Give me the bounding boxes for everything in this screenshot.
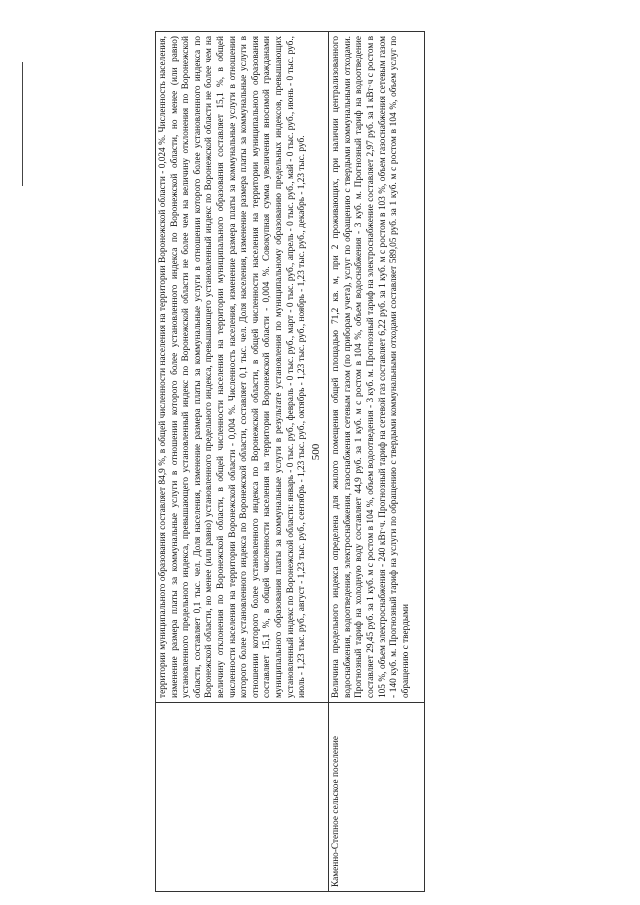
- municipality-cell: Каменно-Степное сельское поселение: [329, 703, 425, 892]
- description-cell: Величина предельного индекса определена для жилого помещения общей площадью 71,2 кв. м, при 2 проживающих, при наличии централизованного водоснабжения, водоотведения, электроснабжения, газоснабжения сетевым газом (по приборам учета), услуг по обращению с твердыми коммунальными отходами. Прогнозный тариф на холодную воду составляет 44,9 руб. за 1 куб. м с ростом в 104 %, объем водоснабжения - 3 куб. м. Прогнозный тариф на водоотведение составляет 29,45 руб. за 1 куб. м с ростом в 104 %, объем водоотведения - 3 куб. м. Прогнозный тариф на электроснабжение составляет 2,97 руб. за 1 кВт·ч с ростом в 105 %, объем электроснабжения - 240 кВт·ч. Прогнозный тариф на сетевой газ составляет 6,22 руб. за 1 куб. м с ростом в 103 %, объем газоснабжения сетевым газом - 140 куб. м. Прогнозный тариф на услуги по обращению с твердыми коммунальными отходами составляет 589,05 руб. за 1 куб. м с ростом в 104 %, объем услуг по обращению с твердыми: [329, 32, 425, 703]
- table-row: [329, 32, 425, 892]
- table-row: [156, 32, 329, 892]
- municipality-cell: [156, 703, 329, 892]
- municipal-index-table: [155, 31, 425, 892]
- footnote-divider: [22, 62, 23, 186]
- page-number: 500: [310, 443, 322, 461]
- rotated-table-container: [155, 36, 425, 892]
- description-cell: территории муниципального образования составляет 84,9 %, в общей численности населения на территории Воронежской области - 0,024 %. Численность населения, изменение размера платы за коммунальные услуги в отношении которого более установленного индекса по Воронежской области, но менее (или равно) установленного предельного индекса, превышающего установленный индекс по Воронежской области не более чем на величину отклонения по Воронежской области, составляет 0,1 тыс. чел. Доля населения, изменение размера платы за коммунальные услуги в отношении которого более установленного индекса по Воронежской области, но менее (или равно) установленного предельного индекса, превышающего установленный индекс по Воронежской области не более чем на величину отклонения по Воронежской области, в общей численности населения на территории муниципального образования составляет 15,1 %, в общей численности населения на территории Воронежской области - 0,004 %. Численность населения, изменение размера платы за коммунальные услуги в отношении которого более установленного индекса по Воронежской области, составляет 0,1 тыс. чел. Доля населения, изменение размера платы за коммунальные услуги в отношении которого более установленного индекса по Воронежской области, в общей численности населения на территории муниципального образования составляет 15,1 %, в общей численности населения на территории Воронежской области - 0,004 %. Совокупная сумма увеличения вносимой гражданами муниципального образования платы за коммунальные услуги в результате установления по муниципальному образованию предельных индексов, превышающих установленный индекс по Воронежской области: январь - 0 тыс. руб., февраль - 0 тыс. руб., март - 0 тыс. руб., апрель - 0 тыс. руб., май - 0 тыс. руб., июнь - 0 тыс. руб., июль - 1,23 тыс. руб., август - 1,23 тыс. руб., сентябрь - 1,23 тыс. руб., октябрь - 1,23 тыс. руб., ноябрь - 1,23 тыс. руб., декабрь - 1,23 тыс. руб.: [156, 32, 329, 703]
